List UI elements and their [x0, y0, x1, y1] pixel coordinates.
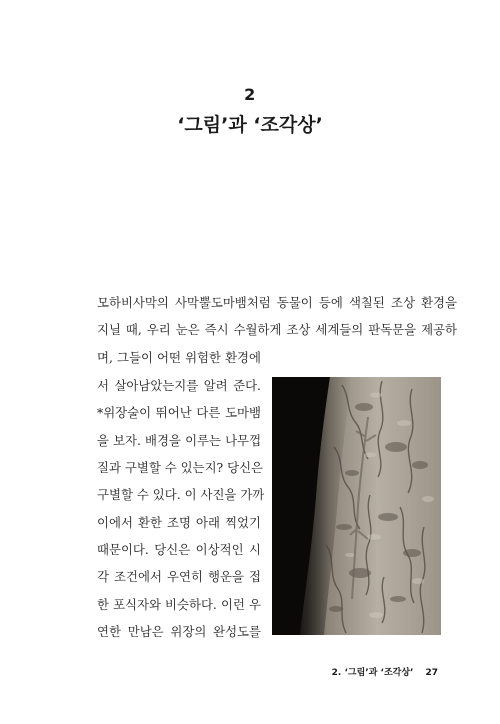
- body-line: *위장술이 뛰어난 다른 도마뱀: [97, 405, 261, 420]
- chapter-number: 2: [244, 85, 256, 104]
- body-line: 지닐 때, 우리 눈은 즉시 수월하게 조상 세계들의 판독문을 제공하: [97, 322, 457, 337]
- body-line: 연한 만남은 위장의 완성도를: [97, 624, 261, 639]
- body-line: 한 포식자와 비슷하다. 이런 우: [97, 597, 261, 612]
- body-line: 각 조건에서 우연히 행운을 접: [97, 569, 261, 584]
- body-line: 을 보자. 배경을 이루는 나무껍: [97, 433, 261, 448]
- bark-texture-image: [272, 377, 441, 635]
- body-line: 때문이다. 당신은 이상적인 시: [97, 542, 261, 557]
- body-line: 며, 그들이 어떤 위험한 환경에: [97, 350, 261, 365]
- body-line: 서 살아남았는지를 알려 준다.: [97, 378, 261, 393]
- lizard-on-bark-photo: [272, 377, 441, 635]
- body-line: 질과 구별할 수 있는지? 당신은: [97, 460, 264, 475]
- page-number: 27: [425, 668, 438, 678]
- body-line: 구별할 수 있다. 이 사진을 가까: [97, 487, 265, 502]
- body-line: 이에서 환한 조명 아래 찍었기: [97, 515, 261, 530]
- running-footer: [332, 665, 438, 678]
- chapter-title: ‘그림’과 ‘조각상’: [177, 114, 323, 136]
- body-line: 모하비사막의 사막뿔도마뱀처럼 동물이 등에 색칠된 조상 환경을: [97, 295, 457, 310]
- running-title: 2. ‘그림’과 ‘조각상’: [331, 668, 414, 678]
